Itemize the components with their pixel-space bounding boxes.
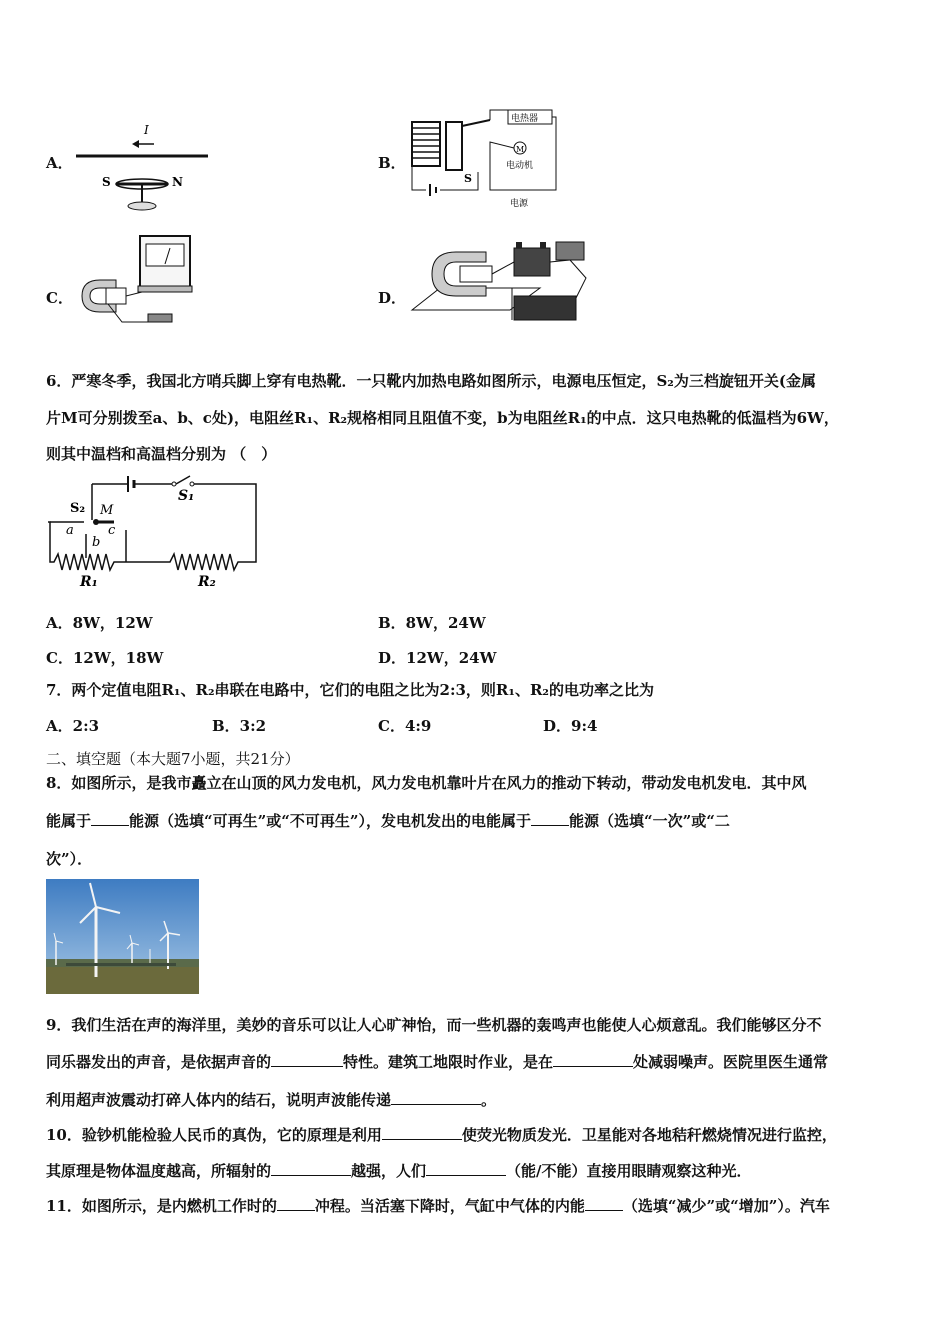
option-a-label: A． (46, 154, 73, 172)
figure-q6-circuit (40, 470, 264, 594)
option-b-label: B． (378, 154, 406, 172)
source-label: 电源 (510, 199, 529, 209)
wind-turbine-photo (46, 879, 199, 994)
q10-text-e: （能/不能）直接用眼睛观察这种光． (506, 1162, 752, 1180)
q9-text-d: 利用超声波震动打碎人体内的结石，说明声波能传递 (46, 1091, 392, 1109)
c-label: c (108, 523, 116, 538)
r1-label: R₁ (80, 574, 98, 590)
q9-text-a: 同乐器发出的声音，是依据声音的 (46, 1053, 272, 1071)
q9-blank-3[interactable] (391, 1090, 481, 1105)
q9-blank-1[interactable] (271, 1052, 343, 1067)
q9-text-b: 特性。建筑工地限时作业，是在 (343, 1053, 554, 1071)
option-c-label: C． (46, 289, 73, 307)
q8-line2 (46, 811, 730, 831)
s2-label: S₂ (70, 501, 86, 516)
q11-text-b: 冲程。当活塞下降时，气缸中气体的内能 (314, 1197, 585, 1215)
q8-blank-1[interactable] (91, 811, 129, 826)
q6-option-a: A．8W，12W (46, 614, 153, 632)
figure-5a-oersted (72, 118, 212, 214)
q10-text-c: 其原理是物体温度越高，所辐射的 (46, 1162, 272, 1180)
a-label: a (66, 523, 74, 538)
b-label: b (92, 535, 101, 550)
switch-s-label: S (464, 172, 472, 185)
q6-line3: 则其中温档和高温档分别为 （ ） (46, 445, 277, 463)
q9-blank-2[interactable] (553, 1052, 633, 1067)
q7-option-c: C．4:9 (378, 717, 432, 735)
q6-option-b: B．8W，24W (378, 614, 486, 632)
q7-option-b: B．3:2 (212, 717, 267, 735)
q6-option-c: C．12W，18W (46, 649, 164, 667)
q10-blank-1[interactable] (382, 1125, 462, 1140)
q11-blank-2[interactable] (585, 1196, 623, 1211)
q10-text-a: 10．验钞机能检验人民币的真伪，它的原理是利用 (46, 1126, 382, 1144)
r2-label: R₂ (198, 574, 216, 590)
q10-line2 (46, 1161, 752, 1181)
south-label: S (102, 175, 111, 189)
s1-label: S₁ (178, 488, 195, 504)
q7-stem: 7．两个定值电阻R₁、R₂串联在电路中，它们的电阻之比为2:3，则R₁、R₂的电功率之比为 (46, 681, 654, 699)
q6-line1: 6．严寒冬季，我国北方哨兵脚上穿有电热靴．一只靴内加热电路如图所示，电源电压恒定，S₂为三档旋钮开关(金属 (46, 372, 816, 390)
motor-label: 电动机 (506, 161, 534, 171)
north-label: N (172, 175, 183, 189)
q10-text-b: 使荧光物质发光．卫星能对各地秸秆燃烧情况进行监控， (461, 1126, 837, 1144)
q9-line3 (46, 1090, 496, 1110)
current-label: I (144, 123, 149, 137)
figure-5b-relay (406, 102, 562, 212)
q10-blank-3[interactable] (426, 1161, 506, 1176)
q8-text-b: 能源（选填“可再生”或“不可再生”），发电机发出的电能属于 (129, 812, 532, 830)
q11-text-c: （选填“减少”或“增加”）。汽车 (622, 1197, 830, 1215)
q9-text-c: 处减弱噪声。医院里医生通常 (633, 1053, 829, 1071)
section-heading: 二、填空题（本大题7小题，共21分） (46, 750, 300, 768)
motor-m-label: M (516, 145, 525, 154)
q8-text-c: 能源（选填“一次”或“二 (569, 812, 730, 830)
q8-line1: 8．如图所示，是我市矗立在山顶的风力发电机，风力发电机靠叶片在风力的推动下转动，带动发电机发电．其中风 (46, 774, 807, 792)
figure-5d-motor (410, 238, 600, 330)
q11-line1 (46, 1196, 830, 1216)
q8-text-a: 能属于 (46, 812, 92, 830)
q9-line2 (46, 1052, 828, 1072)
q6-line2: 片M可分别拨至a、b、c处)，电阻丝R₁、R₂规格相同且阻值不变，b为电阻丝R₁的中点．这只电热靴的低温档为6W， (46, 409, 839, 427)
q11-text-a: 11．如图所示，是内燃机工作时的 (46, 1197, 277, 1215)
q10-blank-2[interactable] (271, 1161, 351, 1176)
m-label: M (100, 503, 114, 518)
heater-label: 电热器 (511, 114, 539, 124)
q11-blank-1[interactable] (277, 1196, 315, 1211)
q9-line1: 9．我们生活在声的海洋里，美妙的音乐可以让人心旷神怡，而一些机器的轰鸣声也能使人心烦意乱。我们能够区分不 (46, 1016, 822, 1034)
figure-5c-generator (72, 232, 196, 332)
q10-line1 (46, 1125, 837, 1145)
q10-text-d: 越强，人们 (351, 1162, 427, 1180)
option-d-label: D． (378, 289, 407, 307)
q6-option-d: D．12W，24W (378, 649, 497, 667)
q8-blank-2[interactable] (531, 811, 569, 826)
q8-line3: 次”）． (46, 850, 93, 868)
q7-option-a: A．2:3 (46, 717, 100, 735)
q7-option-d: D．9:4 (543, 717, 598, 735)
q9-text-e: 。 (481, 1091, 497, 1109)
